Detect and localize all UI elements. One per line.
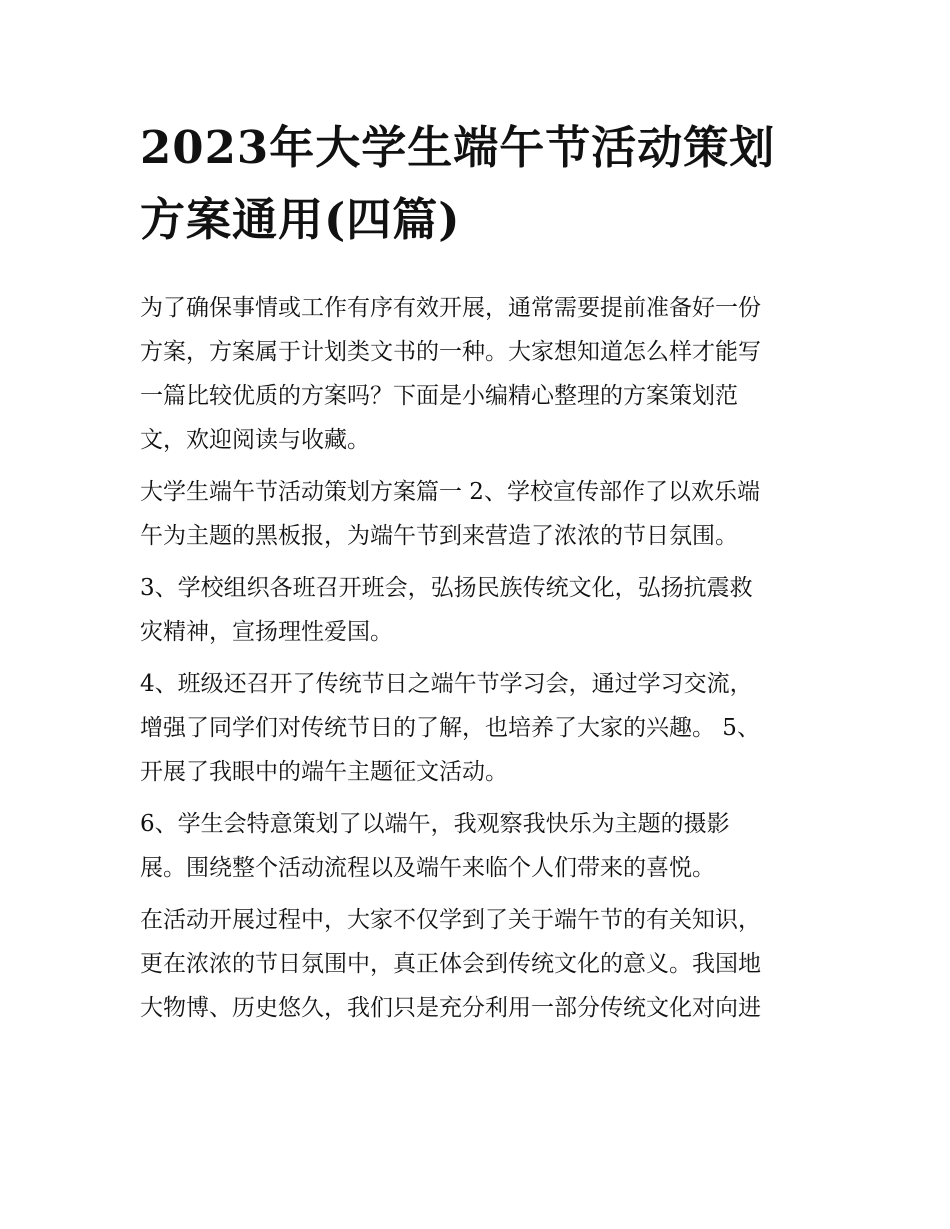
text-line: 方案，方案属于计划类文书的一种。大家想知道怎么样才能写 [140,339,761,365]
title-line-2: 方案通用(四篇) [140,193,461,246]
text-line: 大物博、历史悠久，我们只是充分利用一部分传统文化对向进 [140,995,761,1021]
document-body [140,286,820,1030]
text-line: 开展了我眼中的端午主题征文活动。 [140,759,508,785]
text-line: 午为主题的黑板报，为端午节到来营造了浓浓的节日氛围。 [140,523,738,549]
paragraph-item-2 [140,470,820,558]
text-line: 一篇比较优质的方案吗？下面是小编精心整理的方案策划范 [140,383,738,409]
page-title [140,112,820,256]
text-line: 文，欢迎阅读与收藏。 [140,427,370,453]
text-line: 6、学生会特意策划了以端午，我观察我快乐为主题的摄影 [140,811,730,837]
title-line-1: 2023年大学生端午节活动策划 [140,121,776,174]
text-line: 在活动开展过程中，大家不仅学到了关于端午节的有关知识， [140,907,761,933]
text-line: 3、学校组织各班召开班会，弘扬民族传统文化，弘扬抗震救 [140,575,753,601]
document-page [140,112,820,1038]
paragraph-item-3 [140,566,820,654]
paragraph-item-4 [140,662,820,794]
paragraph-item-6 [140,802,820,890]
text-line: 展。围绕整个活动流程以及端午来临个人们带来的喜悦。 [140,855,715,881]
paragraph-summary [140,898,820,1030]
text-line: 4、班级还召开了传统节日之端午节学习会，通过学习交流， [140,671,753,697]
text-line: 灾精神，宣扬理性爱国。 [140,619,393,645]
text-line: 大学生端午节活动策划方案篇一 2、学校宣传部作了以欢乐端 [140,479,760,505]
paragraph-intro [140,286,820,462]
text-line: 增强了同学们对传统节日的了解，也培养了大家的兴趣。 5、 [140,715,760,741]
text-line: 更在浓浓的节日氛围中，真正体会到传统文化的意义。我国地 [140,951,761,977]
text-line: 为了确保事情或工作有序有效开展，通常需要提前准备好一份 [140,295,761,321]
